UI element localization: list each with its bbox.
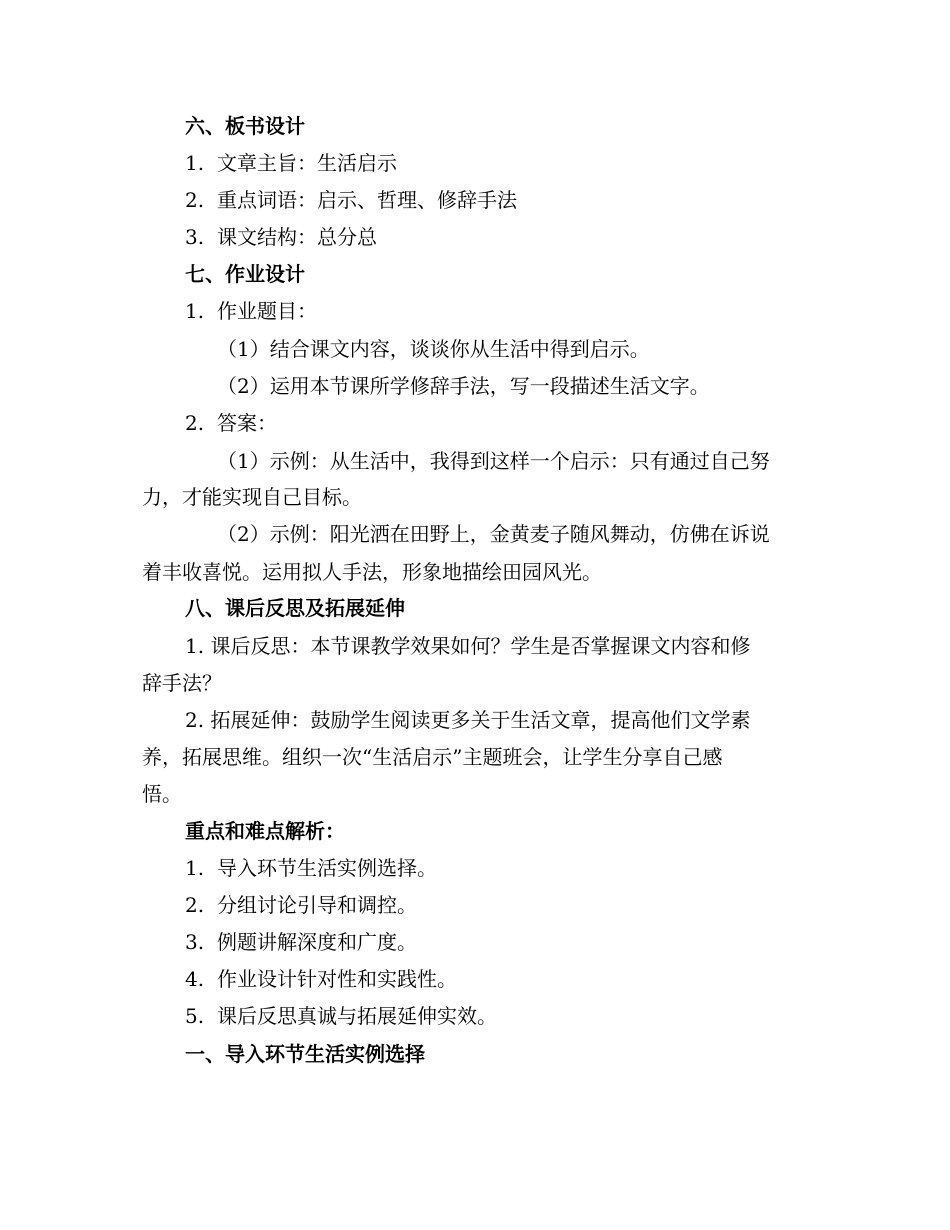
- list-item: [185, 151, 950, 177]
- item-number: 1.: [185, 151, 205, 175]
- item-text: 例题讲解深度和广度。: [217, 930, 417, 954]
- answer-1-line-2: 力，才能实现自己目标。: [142, 485, 362, 509]
- question-2: （2）运用本节课所学修辞手法，写一段描述生活文字。: [217, 374, 710, 398]
- extension-line-2: 养，拓展思维。组织一次“生活启示”主题班会，让学生分享自己感: [142, 745, 723, 769]
- section-8-heading: 八、课后反思及拓展延伸: [185, 596, 405, 620]
- item-number: 4.: [185, 967, 205, 991]
- question-1: （1）结合课文内容，谈谈你从生活中得到启示。: [217, 337, 650, 361]
- section-7-heading: 七、作业设计: [185, 262, 305, 286]
- item-number: 1.: [185, 856, 205, 880]
- answer-1-line-1: （1）示例：从生活中，我得到这样一个启示：只有通过自己努: [217, 449, 770, 473]
- item-text: 答案：: [217, 411, 277, 435]
- item-text: 作业题目：: [217, 299, 317, 323]
- keypoints-heading: 重点和难点解析：: [185, 819, 345, 843]
- list-item: [185, 930, 950, 956]
- list-item: [185, 225, 950, 251]
- extension-line-3: 悟。: [142, 782, 182, 806]
- item-text: 重点词语：启示、哲理、修辞手法: [217, 188, 517, 212]
- list-item: [185, 299, 950, 325]
- answer-2-line-1: （2）示例：阳光洒在田野上，金黄麦子随风舞动，仿佛在诉说: [217, 522, 770, 546]
- reflection-line-2: 辞手法？: [142, 671, 222, 695]
- answer-2-line-2: 着丰收喜悦。运用拟人手法，形象地描绘田园风光。: [142, 560, 602, 584]
- item-text: 作业设计针对性和实践性。: [217, 967, 457, 991]
- item-number: 2.: [185, 188, 205, 212]
- list-item: [185, 1004, 950, 1030]
- list-item: [185, 188, 950, 214]
- item-number: 5.: [185, 1004, 205, 1028]
- list-item: [185, 411, 950, 437]
- section-1-heading: 一、导入环节生活实例选择: [185, 1042, 425, 1066]
- list-item: [185, 893, 950, 919]
- item-text: 分组讨论引导和调控。: [217, 893, 417, 917]
- item-text: 导入环节生活实例选择。: [217, 856, 437, 880]
- item-number: 2.: [185, 893, 205, 917]
- item-text: 课文结构：总分总: [217, 225, 377, 249]
- item-text: 文章主旨：生活启示: [217, 151, 397, 175]
- list-item: [185, 856, 950, 882]
- list-item: [185, 967, 950, 993]
- item-number: 3.: [185, 225, 205, 249]
- extension-line-1: 2. 拓展延伸：鼓励学生阅读更多关于生活文章，提高他们文学素: [185, 708, 751, 732]
- reflection-line-1: 1. 课后反思：本节课教学效果如何？学生是否掌握课文内容和修: [185, 634, 751, 658]
- item-number: 2.: [185, 411, 205, 435]
- item-text: 课后反思真诚与拓展延伸实效。: [217, 1004, 497, 1028]
- section-6-heading: 六、板书设计: [185, 114, 305, 138]
- item-number: 3.: [185, 930, 205, 954]
- item-number: 1.: [185, 299, 205, 323]
